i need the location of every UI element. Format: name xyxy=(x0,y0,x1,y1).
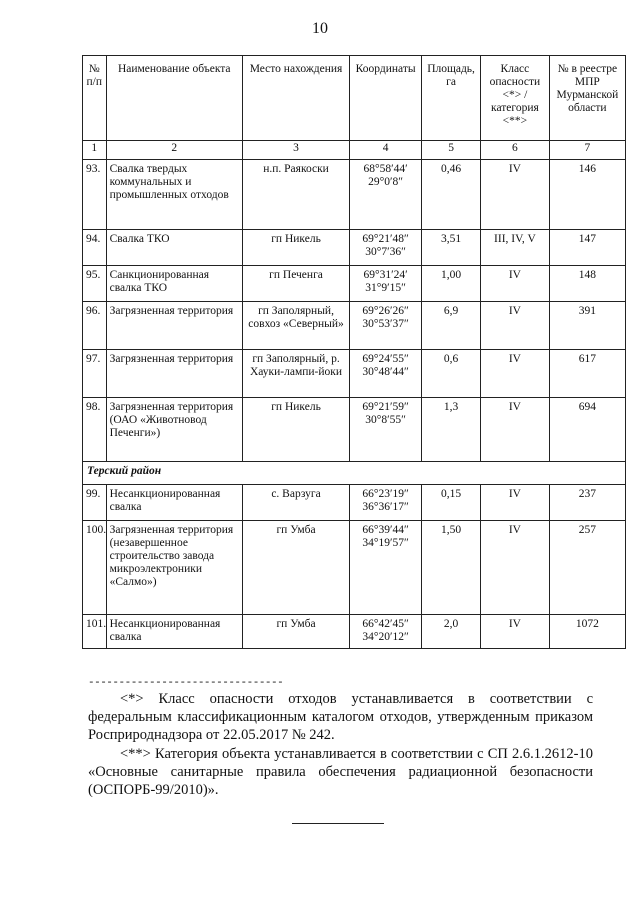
registry-number: 147 xyxy=(549,230,625,266)
row-number: 93. xyxy=(83,160,107,230)
footnote-hazard-class: <*> Класс опасности отходов устанавливается в соответствии с федеральным классификационным каталогом отходов, утвержденным приказом Росприроднадзора от 22.05.2017 № 242. xyxy=(88,691,593,743)
table-row xyxy=(83,160,626,230)
header-name: Наименование объекта xyxy=(106,56,242,141)
latitude: 68°58′44′ xyxy=(363,163,408,175)
area-ha: 1,00 xyxy=(422,266,481,302)
registry-number: 391 xyxy=(549,302,625,350)
column-index-row xyxy=(83,141,626,160)
row-number: 99. xyxy=(83,485,107,521)
longitude: 34°19′57″ xyxy=(362,537,409,549)
header-hazard-class: Класс опасности <*> / категория <**> xyxy=(481,56,550,141)
column-index: 7 xyxy=(549,141,625,160)
hazard-class: IV xyxy=(481,521,550,615)
table-row xyxy=(83,230,626,266)
column-index: 6 xyxy=(481,141,550,160)
column-index: 4 xyxy=(350,141,422,160)
table-row xyxy=(83,398,626,462)
object-name: Санкционированная свалка ТКО xyxy=(106,266,242,302)
longitude: 30°8′55″ xyxy=(365,414,406,426)
hazard-class: IV xyxy=(481,160,550,230)
page-number: 10 xyxy=(312,20,328,37)
longitude: 30°48′44″ xyxy=(362,366,409,378)
latitude: 66°39′44″ xyxy=(362,524,409,536)
object-name: Свалка ТКО xyxy=(106,230,242,266)
footnote-separator: -------------------------------- xyxy=(88,677,284,689)
longitude: 31°9′15″ xyxy=(365,282,406,294)
registry-number: 1072 xyxy=(549,615,625,649)
hazard-class: IV xyxy=(481,615,550,649)
area-ha: 3,51 xyxy=(422,230,481,266)
registry-number: 617 xyxy=(549,350,625,398)
object-name: Загрязненная территория xyxy=(106,302,242,350)
latitude: 69°31′24′ xyxy=(363,269,408,281)
coordinates xyxy=(350,485,422,521)
section-title: Терский район xyxy=(83,462,626,485)
object-name: Несанкционированная свалка xyxy=(106,615,242,649)
location: гп Печенга xyxy=(242,266,349,302)
location: гп Заполярный, р. Хауки-лампи-йоки xyxy=(242,350,349,398)
area-ha: 6,9 xyxy=(422,302,481,350)
registry-table xyxy=(82,55,626,649)
area-ha: 2,0 xyxy=(422,615,481,649)
location: с. Варзуга xyxy=(242,485,349,521)
area-ha: 0,15 xyxy=(422,485,481,521)
latitude: 69°21′48″ xyxy=(362,233,409,245)
hazard-class: IV xyxy=(481,266,550,302)
bottom-rule xyxy=(292,823,384,824)
row-number: 94. xyxy=(83,230,107,266)
object-name: Загрязненная территория (ОАО «Животновод Печенги») xyxy=(106,398,242,462)
coordinates xyxy=(350,350,422,398)
hazard-class: IV xyxy=(481,350,550,398)
latitude: 69°26′26″ xyxy=(362,305,409,317)
location: гп Никель xyxy=(242,230,349,266)
longitude: 30°53′37″ xyxy=(362,318,409,330)
longitude: 29°0′8″ xyxy=(368,176,404,188)
hazard-class: IV xyxy=(481,485,550,521)
latitude: 66°23′19″ xyxy=(362,488,409,500)
coordinates xyxy=(350,266,422,302)
table-row xyxy=(83,521,626,615)
registry-number: 257 xyxy=(549,521,625,615)
coordinates xyxy=(350,230,422,266)
location: гп Умба xyxy=(242,521,349,615)
coordinates xyxy=(350,302,422,350)
longitude: 34°20′12″ xyxy=(362,631,409,643)
header-coordinates: Координаты xyxy=(350,56,422,141)
column-index: 1 xyxy=(83,141,107,160)
row-number: 96. xyxy=(83,302,107,350)
area-ha: 1,3 xyxy=(422,398,481,462)
row-number: 98. xyxy=(83,398,107,462)
object-name: Несанкционированная свалка xyxy=(106,485,242,521)
longitude: 36°36′17″ xyxy=(362,501,409,513)
table-row xyxy=(83,615,626,649)
longitude: 30°7′36″ xyxy=(365,246,406,258)
column-index: 5 xyxy=(422,141,481,160)
latitude: 69°21′59″ xyxy=(362,401,409,413)
coordinates xyxy=(350,160,422,230)
coordinates xyxy=(350,521,422,615)
row-number: 95. xyxy=(83,266,107,302)
location: гп Никель xyxy=(242,398,349,462)
location: гп Умба xyxy=(242,615,349,649)
header-place: Место нахождения xyxy=(242,56,349,141)
header-area: Площадь, га xyxy=(422,56,481,141)
coordinates xyxy=(350,398,422,462)
hazard-class: IV xyxy=(481,302,550,350)
table-row xyxy=(83,266,626,302)
footnote-object-category: <**> Категория объекта устанавливается в соответствии с СП 2.6.1.2612-10 «Основные санитарные правила обеспечения радиационной безопасности (ОСПОРБ-99/2010)». xyxy=(88,746,593,798)
table-row xyxy=(83,485,626,521)
hazard-class: IV xyxy=(481,398,550,462)
table-row xyxy=(83,302,626,350)
header-number: № п/п xyxy=(83,56,107,141)
object-name: Загрязненная территория (незавершенное строительство завода микроэлектроники «Салмо») xyxy=(106,521,242,615)
row-number: 97. xyxy=(83,350,107,398)
hazard-class: III, IV, V xyxy=(481,230,550,266)
area-ha: 1,50 xyxy=(422,521,481,615)
latitude: 69°24′55″ xyxy=(362,353,409,365)
location: гп Заполярный, совхоз «Северный» xyxy=(242,302,349,350)
latitude: 66°42′45″ xyxy=(362,618,409,630)
column-index: 3 xyxy=(242,141,349,160)
registry-number: 237 xyxy=(549,485,625,521)
column-index: 2 xyxy=(106,141,242,160)
object-name: Свалка твердых коммунальных и промышленных отходов xyxy=(106,160,242,230)
location: н.п. Раякоски xyxy=(242,160,349,230)
section-row xyxy=(83,462,626,485)
registry-number: 694 xyxy=(549,398,625,462)
area-ha: 0,46 xyxy=(422,160,481,230)
area-ha: 0,6 xyxy=(422,350,481,398)
registry-number: 148 xyxy=(549,266,625,302)
table-row xyxy=(83,350,626,398)
header-registry-number: № в реестре МПР Мурманской области xyxy=(549,56,625,141)
row-number: 101. xyxy=(83,615,107,649)
object-name: Загрязненная территория xyxy=(106,350,242,398)
registry-number: 146 xyxy=(549,160,625,230)
table-header-row xyxy=(83,56,626,141)
row-number: 100. xyxy=(83,521,107,615)
coordinates xyxy=(350,615,422,649)
